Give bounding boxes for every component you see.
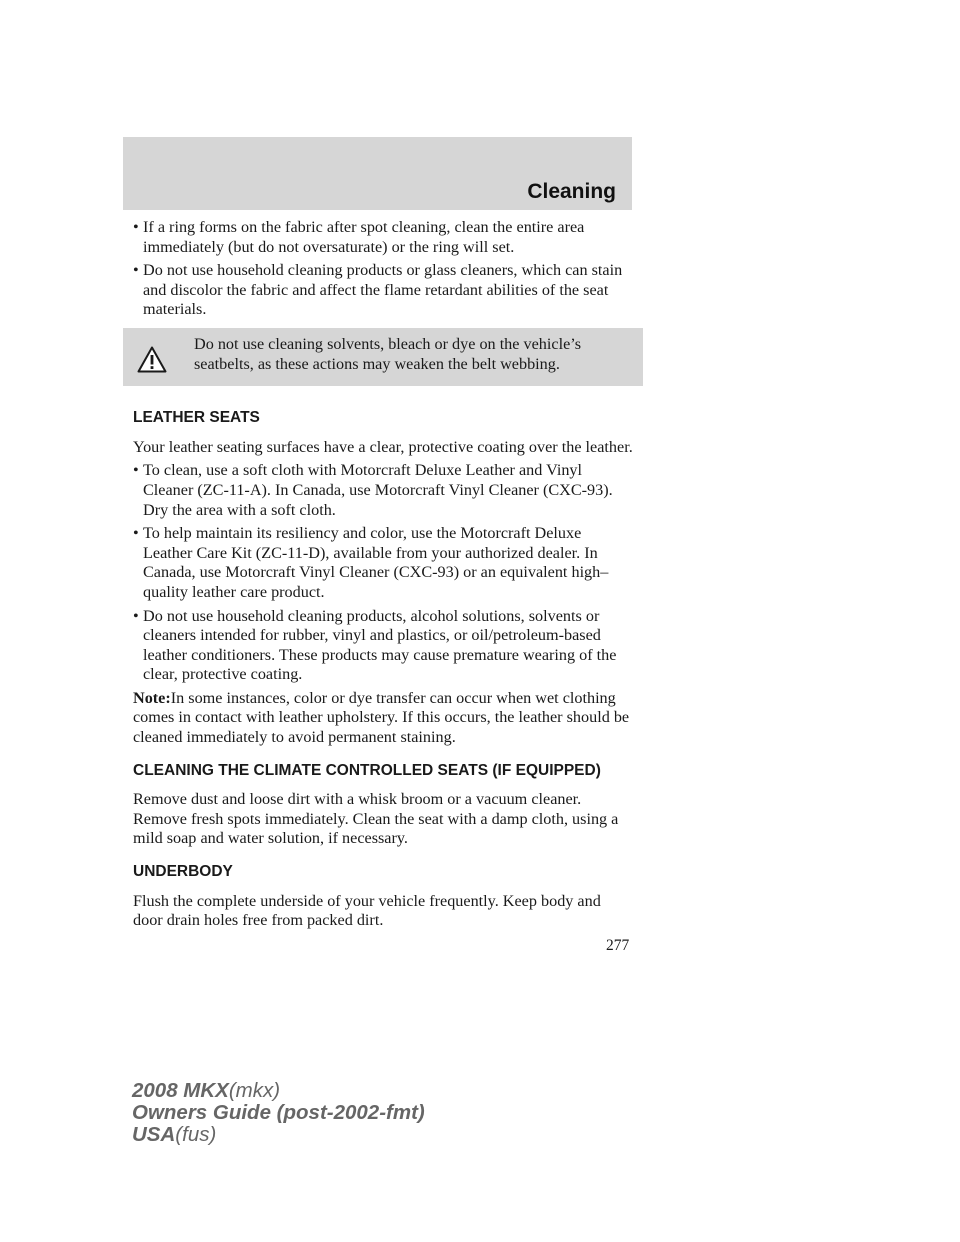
heading-leather-seats: LEATHER SEATS (133, 409, 260, 427)
heading-climate-seats: CLEANING THE CLIMATE CONTROLLED SEATS (IF EQUIPPED) (133, 761, 601, 779)
footer-model: 2008 MKX (132, 1079, 229, 1102)
warning-text: Do not use cleaning solvents, bleach or dye on the vehicle’s seatbelts, as these actions may weaken the belt webbing. (194, 334, 582, 373)
section-title: Cleaning (527, 180, 616, 203)
note-label: Note: (133, 688, 171, 707)
bullet-item (133, 461, 633, 520)
bullet-text: To help maintain its resiliency and color, use the Motorcraft Deluxe Leather Care Kit (ZC-11-D), available from your authorized dealer. In Canada, use Motorcraft Vinyl Cleaner (CXC-93) or an equivalent high–quality leather care product. (143, 524, 609, 601)
page-content (133, 218, 633, 935)
bullet-item (133, 261, 633, 320)
bullet-icon: • (133, 218, 139, 236)
bullet-item (133, 607, 633, 685)
footer-market: USA (132, 1123, 176, 1146)
footer-market-code: (fus) (175, 1123, 217, 1146)
bullet-icon: • (133, 261, 139, 280)
footer (132, 1080, 425, 1146)
warning-triangle-icon (137, 346, 167, 373)
bullet-icon: • (133, 461, 139, 480)
section-header-band (123, 137, 632, 210)
bullet-text: Do not use household cleaning products, alcohol solutions, solvents or cleaners intended for rubber, vinyl and plastics, or oil/petroleum-based leather conditioners. These products may cause premature wearing of the clear, protective coating. (143, 606, 617, 684)
bullet-item (133, 218, 633, 257)
leather-note (133, 689, 633, 748)
bullet-icon: • (133, 606, 139, 625)
warning-box (123, 328, 643, 386)
bullet-icon: • (133, 524, 139, 543)
footer-line-guide: Owners Guide (post-2002-fmt) (132, 1101, 425, 1124)
footer-model-code: (mkx) (228, 1079, 281, 1102)
bullet-text: Do not use household cleaning products or glass cleaners, which can stain and discolor the fabric and affect the flame retardant abilities of the seat materials. (143, 261, 623, 319)
heading-underbody: UNDERBODY (133, 863, 233, 881)
bullet-text: To clean, use a soft cloth with Motorcraft Deluxe Leather and Vinyl Cleaner (ZC-11-A). In Canada, use Motorcraft Vinyl Cleaner (CXC-93). Dry the area with a soft cloth. (143, 461, 613, 519)
underbody-text: Flush the complete underside of your vehicle frequently. Keep body and door drain holes free from packed dirt. (133, 891, 601, 930)
climate-text: Remove dust and loose dirt with a whisk broom or a vacuum cleaner. Remove fresh spots immediately. Clean the seat with a damp cloth, using a mild soap and water solution, if necessary. (133, 790, 619, 848)
bullet-item (133, 524, 633, 602)
footer-line-model (132, 1080, 425, 1102)
bullet-text: If a ring forms on the fabric after spot cleaning, clean the entire area immediately (but do not oversaturate) or the ring will set. (143, 218, 585, 256)
leather-intro: Your leather seating surfaces have a clear, protective coating over the leather. (133, 437, 633, 456)
footer-line-market (132, 1124, 425, 1146)
page-number: 277 (606, 937, 630, 954)
note-text: In some instances, color or dye transfer can occur when wet clothing comes in contact with leather upholstery. If this occurs, the leather should be cleaned immediately to avoid permanent staining. (133, 688, 630, 747)
